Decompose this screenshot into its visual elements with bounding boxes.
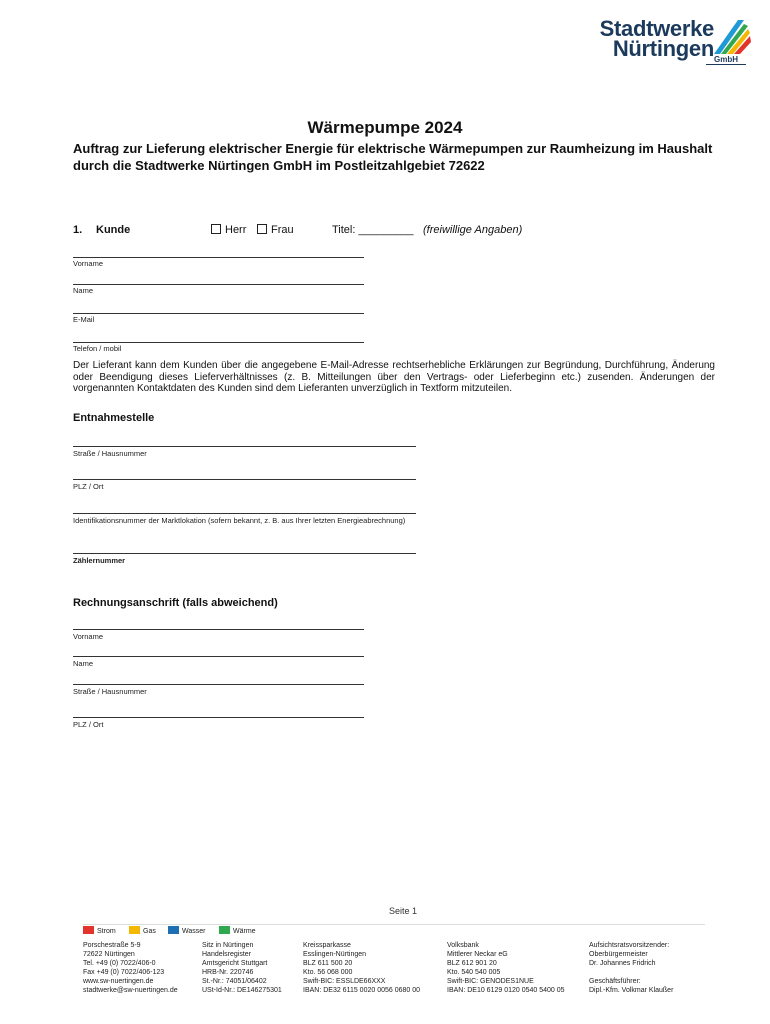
legend-waerme-label: Wärme	[233, 928, 256, 935]
waerme-swatch	[219, 926, 230, 934]
footer-line: IBAN: DE10 6129 0120 0540 5400 05	[447, 987, 565, 994]
footer-email-link[interactable]: stadtwerke@sw-nuertingen.de	[83, 987, 178, 994]
footer-bank1	[303, 941, 420, 995]
rechnung-heading: Rechnungsanschrift (falls abweichend)	[73, 597, 278, 609]
frau-checkbox[interactable]	[257, 224, 267, 234]
legend-gas	[129, 926, 156, 935]
footer-line: Fax +49 (0) 7022/406-123	[83, 969, 165, 976]
footer-line: Volksbank	[447, 942, 479, 949]
marktlokation-line[interactable]	[73, 513, 416, 514]
footer-website-link[interactable]: www.sw-nuertingen.de	[83, 978, 154, 985]
zaehlernummer-label: Zählernummer	[73, 556, 126, 565]
salutation-frau-option[interactable]	[257, 224, 294, 236]
rechnung-vorname-label: Vorname	[73, 632, 104, 641]
entnahme-plz-line[interactable]	[73, 479, 416, 480]
footer-line: Porschestraße 5-9	[83, 942, 141, 949]
herr-checkbox[interactable]	[211, 224, 221, 234]
entnahmestelle-heading: Entnahmestelle	[73, 412, 155, 424]
footer-line: IBAN: DE32 6115 0020 0056 0680 00	[303, 987, 421, 994]
logo-stripes-icon	[712, 16, 752, 56]
frau-label: Frau	[271, 224, 294, 236]
rechnung-strasse-label: Straße / Hausnummer	[73, 687, 147, 696]
rechnung-plz-line[interactable]	[73, 717, 364, 718]
footer-line: BLZ 611 500 20	[303, 960, 353, 967]
page-title: Wärmepumpe 2024	[307, 118, 463, 137]
logo-underline	[706, 64, 746, 65]
footer-line: USt-Id-Nr.: DE146275301	[202, 987, 282, 994]
marktlokation-label: Identifikationsnummer der Marktlokation (sofern bekannt, z. B. aus Ihrer letzten Energieabrechnung)	[73, 516, 406, 525]
titel-note: (freiwillige Angaben)	[423, 224, 523, 236]
legend-gas-label: Gas	[143, 928, 156, 935]
legend-strom-label: Strom	[97, 928, 116, 935]
footer-line: Amtsgericht Stuttgart	[202, 960, 268, 967]
wasser-swatch	[168, 926, 179, 934]
section1-title: Kunde	[96, 224, 131, 236]
rechnung-strasse-line[interactable]	[73, 684, 364, 685]
consent-paragraph: Der Lieferant kann dem Kunden über die angegebene E-Mail-Adresse rechtserhebliche Erklärungen zur Begründung, Durchführung, Änderung oder Beendigung dieses Lieferverhältnisses (z. B. Mitteilungen über den Vertrags- oder Lieferbeginn etc.) zusenden. Änderungen der vorgenannten Kontaktdaten des Kunden sind dem Lieferanten unverzüglich in Textform mitzuteilen.	[73, 360, 715, 394]
telefon-label: Telefon / mobil	[73, 344, 122, 353]
footer-line: Swift-BIC: GENODES1NUE	[447, 978, 534, 985]
footer-line: HRB-Nr. 220746	[202, 969, 254, 976]
vorname-label: Vorname	[73, 259, 104, 268]
footer-address	[83, 941, 178, 995]
footer-line: Mittlerer Neckar eG	[447, 951, 508, 958]
entnahme-plz-label: PLZ / Ort	[73, 482, 104, 491]
zaehlernummer-line[interactable]	[73, 553, 416, 554]
rechnung-name-line[interactable]	[73, 656, 364, 657]
entnahme-strasse-label: Straße / Hausnummer	[73, 449, 147, 458]
footer-register	[202, 941, 282, 995]
footer-divider	[83, 924, 705, 925]
footer-line: Kreissparkasse	[303, 942, 351, 949]
footer-management	[589, 941, 673, 995]
telefon-line[interactable]	[73, 342, 364, 343]
logo-text-line1: Stadtwerke	[599, 16, 714, 41]
footer-line: Oberbürgermeister	[589, 951, 648, 958]
logo-suffix: GmbH	[714, 55, 738, 64]
vorname-line[interactable]	[73, 257, 364, 258]
gas-swatch	[129, 926, 140, 934]
email-line[interactable]	[73, 313, 364, 314]
rechnung-name-label: Name	[73, 659, 94, 668]
legend-strom	[83, 926, 116, 935]
email-label: E-Mail	[73, 315, 95, 324]
footer-line: Tel. +49 (0) 7022/406-0	[83, 960, 156, 967]
footer-line: Handelsregister	[202, 951, 252, 958]
footer-line: Kto. 56 068 000	[303, 969, 353, 976]
footer-line: Geschäftsführer:	[589, 978, 641, 985]
footer-line: Sitz in Nürtingen	[202, 942, 254, 949]
rechnung-vorname-line[interactable]	[73, 629, 364, 630]
footer-line: Dipl.-Kfm. Volkmar Klaußer	[589, 987, 674, 994]
name-line[interactable]	[73, 284, 364, 285]
page-subtitle: Auftrag zur Lieferung elektrischer Energie für elektrische Wärmepumpen zur Raumheizung im Haushalt durch die Stadtwerke Nürtingen GmbH im Postleitzahlgebiet 72622	[73, 141, 713, 173]
herr-label: Herr	[225, 224, 247, 236]
footer-line: Swift-BIC: ESSLDE66XXX	[303, 978, 386, 985]
footer-bank2	[447, 941, 565, 995]
entnahme-strasse-line[interactable]	[73, 446, 416, 447]
footer-line: BLZ 612 901 20	[447, 960, 497, 967]
footer-line	[589, 968, 673, 977]
legend-wasser	[168, 926, 205, 935]
footer-line: Kto. 540 540 005	[447, 969, 501, 976]
name-label: Name	[73, 286, 94, 295]
footer-line: Dr. Johannes Fridrich	[589, 960, 656, 967]
footer-line: 72622 Nürtingen	[83, 951, 135, 958]
legend-wasser-label: Wasser	[182, 928, 206, 935]
footer-line: Aufsichtsratsvorsitzender:	[589, 942, 670, 949]
rechnung-plz-label: PLZ / Ort	[73, 720, 104, 729]
footer-line: St.-Nr.: 74051/06402	[202, 978, 267, 985]
section1-number: 1.	[73, 224, 83, 236]
titel-field[interactable]: Titel: _________	[332, 224, 414, 236]
footer-line: Esslingen-Nürtingen	[303, 951, 367, 958]
page-number: Seite 1	[389, 906, 418, 916]
logo-text-line2: Nürtingen	[612, 36, 714, 61]
legend-waerme	[219, 926, 256, 935]
strom-swatch	[83, 926, 94, 934]
salutation-herr-option[interactable]	[211, 224, 246, 236]
